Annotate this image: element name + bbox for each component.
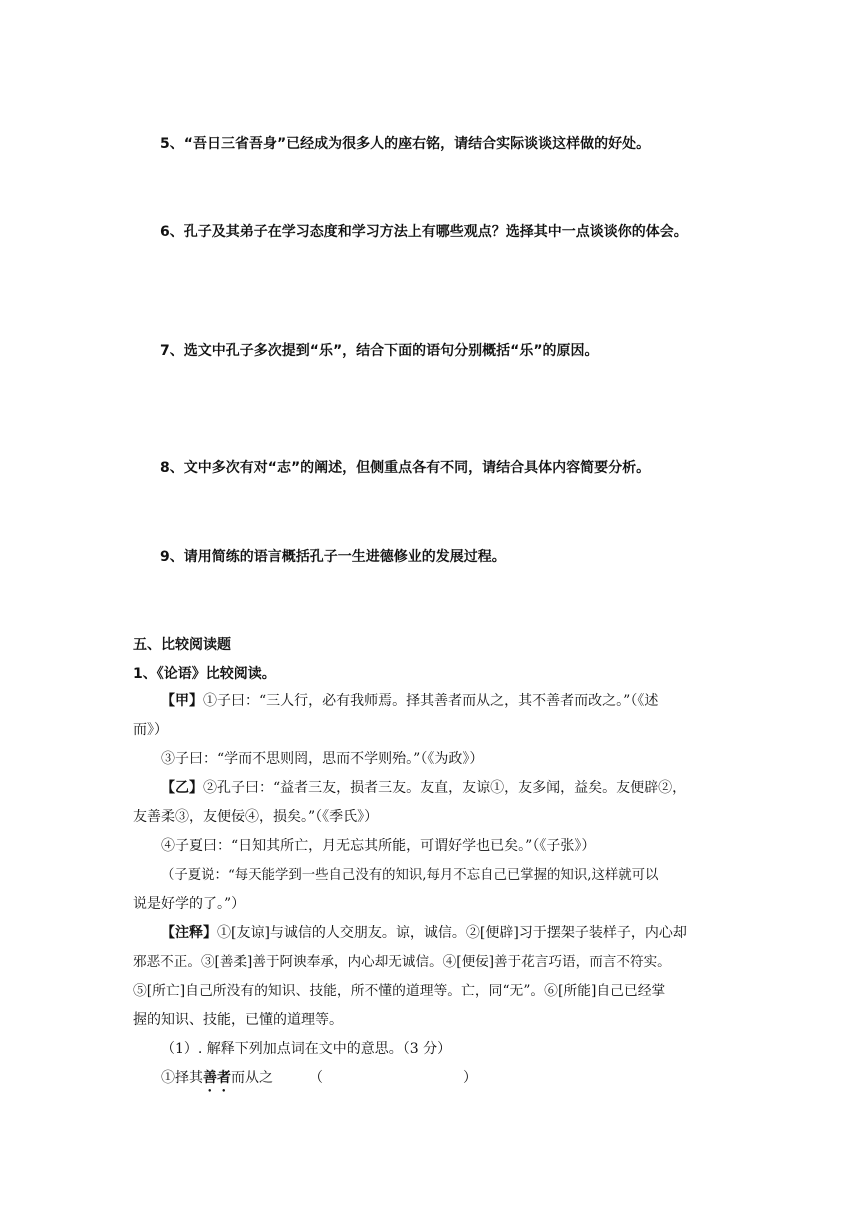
note-line-4: 握的知识、技能，已懂的道理等。 [133,1012,343,1028]
section-title: 五、比较阅读题 [133,637,231,653]
section-item-1: 1、《论语》比较阅读。 [133,666,276,682]
exercise-1 [133,1064,733,1093]
subquestion-1: （1）. 解释下列加点词在文中的意思。（3 分） [161,1041,452,1057]
question-6: 6、孔子及其弟子在学习态度和学习方法上有哪些观点？选择其中一点谈谈你的体会。 [160,224,688,240]
question-7: 7、选文中孔子多次提到“乐”，结合下面的语句分别概括“乐”的原因。 [160,343,599,359]
passage-yi-line-3: ④子夏曰：“日知其所亡，月无忘其所能，可谓好学也已矣。”（《子张》） [161,838,596,854]
passage-yi-line-1 [133,774,733,803]
note-line-3: ⑤[所亡]自己所没有的知识、技能，所不懂的道理等。亡，同“无”。⑥[所能]自己已经掌 [133,983,666,999]
note-label: 【注释】 [161,925,217,941]
yi-text-1: ②孔子曰：“益者三友，损者三友。友直，友谅①，友多闻，益矣。友便辟②， [203,780,687,796]
question-9: 9、请用简练的语言概括孔子一生进德修业的发展过程。 [160,549,506,565]
translation-line-1: （子夏说：“每天能学到一些自己没有的知识,每月不忘自己已掌握的知识,这样就可以 [161,868,659,883]
note-line-2: 邪恶不正。③[善柔]善于阿谀奉承，内心却无诚信。④[便佞]善于花言巧语，而言不符实。 [133,954,671,970]
exercise-1-post: 而从之 [231,1070,273,1086]
passage-jia-line-2: 而》） [133,722,168,738]
passage-jia-line-3: ③子曰：“学而不思则罔，思而不学则殆。”（《为政》） [161,751,484,767]
answer-paren-open: （ [309,1070,323,1086]
question-5: 5、“吾日三省吾身”已经成为很多人的座右铭，请结合实际谈谈这样做的好处。 [160,136,651,152]
note-line-1 [133,919,733,948]
jia-text-1: ①子曰：“三人行，必有我师焉。择其善者而从之，其不善者而改之。”（《述 [203,693,659,709]
yi-label: 【乙】 [161,780,203,796]
note-text-1: ①[友谅]与诚信的人交朋友。谅，诚信。②[便辟]习于摆架子装样子，内心却 [217,925,687,941]
answer-paren-close: ） [463,1070,477,1086]
question-8: 8、文中多次有对“志”的阐述，但侧重点各有不同，请结合具体内容简要分析。 [160,460,651,476]
passage-jia-line-1 [133,687,733,716]
passage-yi-line-2: 友善柔③，友便佞④，损矣。”（《季氏》） [133,809,379,825]
passage [133,687,733,1093]
exercise-1-dotted-word: 善者 [203,1070,231,1086]
jia-label: 【甲】 [161,693,203,709]
exercise-1-pre: ①择其 [161,1070,203,1086]
translation-line-2: 说是好学的了。”） [133,896,246,912]
